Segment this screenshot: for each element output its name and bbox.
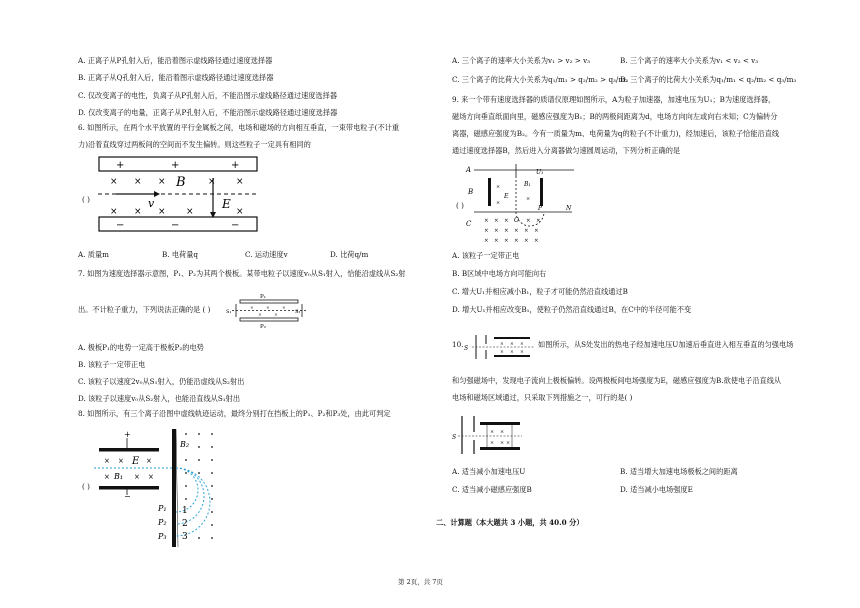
q8-label-p1: P₁ [158, 504, 167, 513]
q9-cross: × [526, 196, 531, 202]
svg-text:×: × [490, 440, 495, 446]
q8-screen [172, 429, 176, 547]
q9-cross: × [484, 218, 489, 224]
q8-figure [94, 427, 232, 549]
q9-cross: × [536, 218, 541, 224]
q9-label-b: B [468, 188, 474, 196]
q9-cross: × [494, 228, 499, 234]
q8-dot-field [185, 433, 213, 539]
q6-cross: × [236, 207, 244, 217]
q9-option-c: C. 增大U₁并相应减小B₁，粒子才可能仍然沿直线通过B [452, 287, 628, 296]
q10-option-b: B. 适当增大加速电场极板之间的距离 [620, 467, 738, 476]
q6-label-e: E [222, 197, 231, 211]
q6-label-b: B [176, 175, 186, 190]
q8-cross: × [104, 473, 110, 481]
q9-cross: × [504, 238, 509, 244]
svg-text:×: × [500, 350, 504, 355]
section-heading: 二、计算题（本大题共 3 小题，共 40.0 分） [436, 518, 584, 527]
q6-plus-1: + [116, 160, 125, 171]
q8-option-b: B. 三个离子的速率大小关系为v₁ < v₂ < v₃ [620, 56, 759, 65]
q10-option-a: A. 适当减小加速电压U [452, 467, 526, 476]
q6-cross: × [186, 207, 194, 217]
q6-option-a: A. 质量m [78, 250, 109, 259]
q7-stem-line2: 出。不计粒子重力，下列说法正确的是 ( ) [78, 305, 211, 314]
q9-cross: × [504, 218, 509, 224]
q8-plus: + [124, 430, 131, 439]
q8-label-p2: P₂ [158, 518, 167, 527]
q6-cross: × [208, 177, 216, 187]
q10-label-s-big: S [452, 434, 457, 441]
q8-cross: × [118, 457, 124, 465]
q9-cross: × [496, 200, 501, 206]
q7-cross: × [266, 306, 270, 311]
q6-plus-2: + [171, 160, 180, 171]
q9-cross: × [504, 228, 509, 234]
q7-option-b: B. 该粒子一定带正电 [78, 360, 146, 369]
q9-cross: × [526, 218, 531, 224]
svg-text:×: × [520, 342, 524, 347]
q9-option-b: B. B区域中电场方向可能向右 [452, 269, 547, 278]
q8-label-b1: B₁ [114, 472, 124, 481]
q9-label-b1: B₁ [524, 181, 531, 188]
q9-stem-line3: 离器，磁感应强度为B₂。今有一质量为m、电荷量为q的粒子(不计重力)，经加速后，该粒子恰能沿直线 [452, 129, 780, 138]
q7-label-p2: P₂ [260, 324, 266, 330]
q9-cross: × [524, 238, 529, 244]
q8-trajectory-2 [176, 468, 204, 524]
q9-answer-paren: ( ) [456, 201, 464, 210]
q6-cross: × [134, 207, 142, 217]
q8-label-3: 3 [182, 532, 188, 542]
q5-option-d: D. 仅改变离子的电量，正离子从P孔射入后，不能沿图示虚线路径通过速度选择器 [78, 108, 338, 117]
svg-text:×: × [510, 350, 514, 355]
svg-text:×: × [500, 342, 504, 347]
q6-stem-line2: 力)沿着直线穿过两板间的空间而不发生偏转。则这些粒子一定具有相同的 [78, 140, 311, 149]
q9-cross: × [496, 184, 501, 190]
q8-label-b2: B₂ [180, 440, 190, 449]
q6-label-v: v [148, 197, 155, 210]
q6-velocity-arrowhead [154, 191, 160, 197]
q10-figure-small [464, 332, 536, 362]
q9-cross: × [514, 238, 519, 244]
q9-cross: × [494, 238, 499, 244]
q5-option-c: C. 仅改变离子的电性，负离子从P孔射入后，不能沿图示虚线路径通过速度选择器 [78, 91, 338, 100]
q7-label-s1: S₁ [226, 309, 232, 315]
q10-number: 10. [452, 340, 464, 349]
q7-cross: × [274, 313, 278, 318]
q7-plate-p1 [240, 300, 298, 303]
q6-cross: × [158, 177, 166, 187]
q8-answer-paren: ( ) [82, 482, 90, 491]
q8-option-a: A. 三个离子的速率大小关系为v₁ > v₂ > v₃ [452, 56, 591, 65]
q9-cross: × [524, 228, 529, 234]
q9-cross: × [534, 238, 539, 244]
q6-minus-1: − [116, 220, 125, 231]
q8-label-p3: P₃ [158, 532, 167, 541]
q7-option-a: A. 极板P₁的电势一定高于极板P₂的电势 [78, 343, 204, 352]
q6-minus-2: − [171, 220, 180, 231]
q10-option-d: D. 适当减小电场强度E [620, 485, 693, 494]
q9-right-plate [540, 178, 543, 206]
q6-figure [96, 156, 260, 236]
svg-text:×: × [510, 342, 514, 347]
q5-option-b: B. 正离子从Q孔射入后，能沿着图示虚线路径通过速度选择器 [78, 73, 274, 82]
q6-answer-paren: ( ) [82, 195, 90, 204]
q9-figure [464, 160, 576, 246]
q6-stem-line1: 6. 如图所示，在两个水平放置的平行金属板之间，电场和磁场的方向相互垂直，一束带电粒子(不计重 [78, 123, 400, 132]
q6-cross: × [236, 177, 244, 187]
q10-option-c: C. 适当减小磁感应强度B [452, 485, 532, 494]
q6-option-b: B. 电荷量q [162, 250, 199, 259]
q8-cross: × [146, 457, 152, 465]
q9-stem-line1: 9. 来一个带有速度选择器的质谱仪原理如图所示，A为粒子加速器，加速电压为U₁；B为速度选择器， [452, 95, 776, 104]
q9-label-e: E [504, 193, 509, 200]
q9-label-u1: U₁ [536, 169, 544, 176]
q9-label-c: C [466, 220, 472, 228]
svg-text:×: × [500, 429, 505, 435]
svg-text:×: × [520, 350, 524, 355]
q9-cross: × [484, 238, 489, 244]
q7-cross: × [258, 313, 262, 318]
q10-stem-line3: 电场和磁场区域通过，只采取下列措施之一，可行的是( ) [452, 393, 633, 402]
svg-text:×: × [490, 429, 495, 435]
q6-cross: × [158, 207, 166, 217]
q8-label-1: 1 [182, 506, 188, 516]
q6-option-d: D. 比荷q/m [330, 250, 369, 259]
q7-cross: × [250, 306, 254, 311]
q8-label-e: E [132, 456, 140, 467]
q10-figure [452, 410, 522, 458]
page-footer: 第 2页，共 7页 [398, 578, 443, 586]
q9-cross: × [514, 228, 519, 234]
q7-plate-p2 [240, 318, 298, 321]
q9-label-o: O [514, 217, 519, 224]
q9-option-a: A. 该粒子一定带正电 [452, 251, 520, 260]
q9-stem-line2: 磁场方向垂直纸面向里，磁感应强度为B₁；B的两极间距离为d，电场方向向左或向右未知；C为偏转分 [452, 112, 778, 121]
q10-stem-line1: 如图所示，从S处发出的热电子经加速电压U加速后垂直进入相互垂直的匀强电场 [538, 340, 794, 349]
q8-bottom-plate [99, 486, 159, 490]
q7-option-d: D. 该粒子以速度v₀从S₂射入，也能沿直线从S₁射出 [78, 394, 241, 403]
q8-cross: × [148, 473, 154, 481]
q9-cross: × [534, 228, 539, 234]
q8-stem: 8. 如图所示，有三个离子沿图中虚线轨迹运动，最终分别打在挡板上的P₁、P₂和P₃处，由此可判定 [78, 409, 391, 418]
q7-cross: × [282, 306, 286, 311]
q6-option-c: C. 运动速度v [245, 250, 288, 259]
svg-text:×: × [506, 440, 511, 446]
q10-label-s: S [464, 345, 469, 352]
q6-cross: × [134, 177, 142, 187]
q8-label-2: 2 [182, 519, 188, 529]
svg-text:×: × [500, 440, 505, 446]
q6-plus-3: + [231, 160, 240, 171]
q9-cross: × [494, 218, 499, 224]
q9-cross: × [484, 228, 489, 234]
q9-stem-line4: 通过速度选择器B，然后进入分离器做匀速圆周运动，下列分析正确的是 [452, 146, 681, 155]
q9-label-a: A [466, 166, 472, 174]
q8-top-plate [99, 448, 159, 452]
q10-stem-line2: 和匀强磁场中，发现电子流向上极板偏转。设两极板间电场强度为E，磁感应强度为B.欲使电子沿直线从 [452, 376, 782, 385]
q8-option-c: C. 三个离子的比荷大小关系为q₁/m₁ > q₂/m₂ > q₃/m₃ [452, 75, 629, 84]
q6-minus-3: − [231, 220, 240, 231]
q6-cross: × [110, 207, 118, 217]
q7-figure [224, 292, 306, 330]
q7-label-p1: P₁ [260, 294, 266, 300]
q8-option-d: D. 三个离子的比荷大小关系为q₁/m₁ < q₂/m₂ < q₃/m₃ [620, 75, 797, 84]
q5-option-a: A. 正离子从P孔射入后，能沿着图示虚线路径通过速度选择器 [78, 56, 273, 65]
q9-option-d: D. 增大U₁并相应改变B₁，使粒子仍然沿直线通过B，在C中的半径可能不变 [452, 305, 692, 314]
q8-cross: × [134, 473, 140, 481]
q9-label-p: P [538, 205, 543, 212]
q8-cross: × [104, 457, 110, 465]
q7-label-s2: S₂ [295, 309, 301, 315]
q9-label-n: N [566, 205, 572, 212]
q7-stem-line1: 7. 如图为速度选择器示意图，P₁、P₂为其两个极板。某带电粒子以速度v₀从S₁射入，恰能沿虚线从S₂射 [78, 269, 406, 278]
q9-left-plate [488, 178, 491, 206]
q6-cross: × [110, 177, 118, 187]
q7-option-c: C. 该粒子以速度2v₀从S₁射入，仍能沿虚线从S₂射出 [78, 377, 245, 386]
q8-minus: − [124, 492, 131, 501]
